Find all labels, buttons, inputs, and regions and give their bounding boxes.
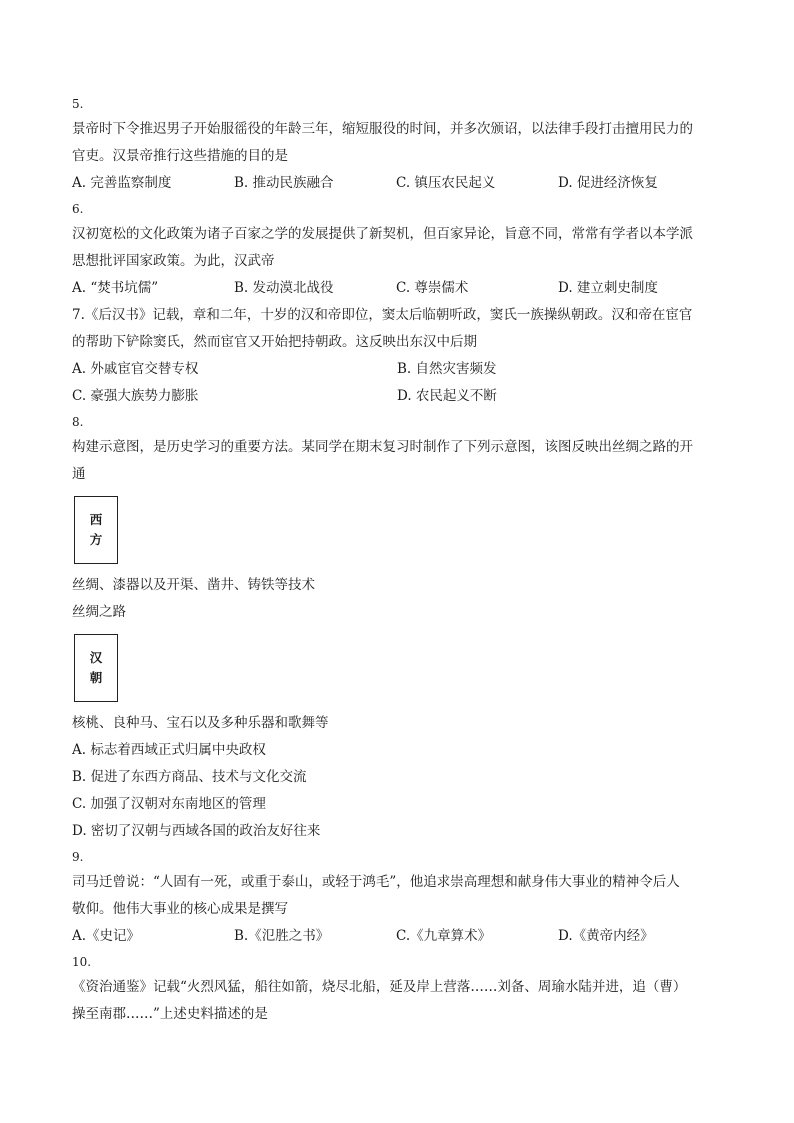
option-b[interactable]: B. 推动民族融合 [234,175,334,191]
option-a[interactable]: A. 标志着西域正式归属中央政权 [72,742,266,758]
options-row [72,923,722,950]
question-number: 8. [72,415,84,429]
option-d[interactable]: D. 建立刺史制度 [558,280,658,296]
question-number: 10. [72,955,92,969]
box-char: 西 [89,512,103,527]
option-c[interactable]: C.《九章算术》 [396,928,492,944]
question-stem: 司马迁曾说：“人固有一死，或重于泰山，或轻于鸿毛”，他追求崇高理想和献身伟大事业的精神令后人 [72,874,680,890]
option-c[interactable]: C. 镇压农民起义 [396,175,496,191]
question-stem: 《资治通鉴》记载“火烈风猛，船往如箭，烧尽北船，延及岸上营落……刘备、周瑜水陆并进，追（曹） [72,979,687,995]
exam-page [72,92,722,1028]
question-stem: 敬仰。他伟大事业的核心成果是撰写 [72,901,288,917]
option-c[interactable]: C. 豪强大族势力膨胀 [72,388,199,404]
diagram-label-exports: 丝绸、漆器以及开渠、凿井、铸铁等技术 [72,577,315,593]
option-b[interactable]: B.《氾胜之书》 [234,928,330,944]
option-c[interactable]: C. 加强了汉朝对东南地区的管理 [72,796,266,812]
question-stem: 汉初宽松的文化政策为诸子百家之学的发展提供了新契机，但百家异论，旨意不同，常常有学者以本学派 [72,226,693,242]
option-b[interactable]: B. 发动漠北战役 [234,280,334,296]
question-stem: 的帮助下铲除窦氏，然而宦官又开始把持朝政。这反映出东汉中后期 [72,334,477,350]
option-d[interactable]: D.《黄帝内经》 [558,928,654,944]
question-stem: 思想批评国家政策。为此，汉武帝 [72,253,275,269]
question-stem: 官吏。汉景帝推行这些措施的目的是 [72,148,288,164]
box-char: 汉 [89,650,103,665]
option-a[interactable]: A. 完善监察制度 [72,175,172,191]
question-number: 5. [72,97,84,111]
question-stem: 7.《后汉书》记载，章和二年，十岁的汉和帝即位，窦太后临朝听政，窦氏一族操纵朝政。汉和帝在宦官 [72,307,693,323]
question-stem: 构建示意图，是历史学习的重要方法。某同学在期末复习时制作了下列示意图，该图反映出丝绸之路的开 [72,439,693,455]
option-d[interactable]: D. 促进经济恢复 [558,175,658,191]
option-d[interactable]: D. 密切了汉朝与西域各国的政治友好往来 [72,823,321,839]
options-row [72,383,722,410]
options-row [72,356,722,383]
question-stem: 操至南郡……”上述史料描述的是 [72,1006,268,1022]
option-d[interactable]: D. 农民起义不断 [397,388,497,404]
box-char: 朝 [89,670,103,685]
question-stem: 景帝时下令推迟男子开始服徭役的年龄三年，缩短服役的时间，并多次颁诏，以法律手段打击擅用民力的 [72,121,693,137]
diagram-box-west [74,496,118,564]
option-c[interactable]: C. 尊崇儒术 [396,280,469,296]
question-stem: 通 [72,466,86,482]
options-row [72,275,722,302]
option-a[interactable]: A. “焚书坑儒” [72,280,159,296]
box-char: 方 [89,532,103,547]
diagram-label-route: 丝绸之路 [72,604,126,620]
question-number: 9. [72,850,84,864]
diagram-label-imports: 核桃、良种马、宝石以及多种乐器和歌舞等 [72,715,329,731]
options-row [72,170,722,197]
option-b[interactable]: B. 促进了东西方商品、技术与文化交流 [72,769,307,785]
option-b[interactable]: B. 自然灾害频发 [397,361,497,377]
option-a[interactable]: A.《史记》 [72,928,141,944]
question-number: 6. [72,202,84,216]
diagram-box-han [74,634,118,702]
option-a[interactable]: A. 外戚宦官交替专权 [72,361,199,377]
